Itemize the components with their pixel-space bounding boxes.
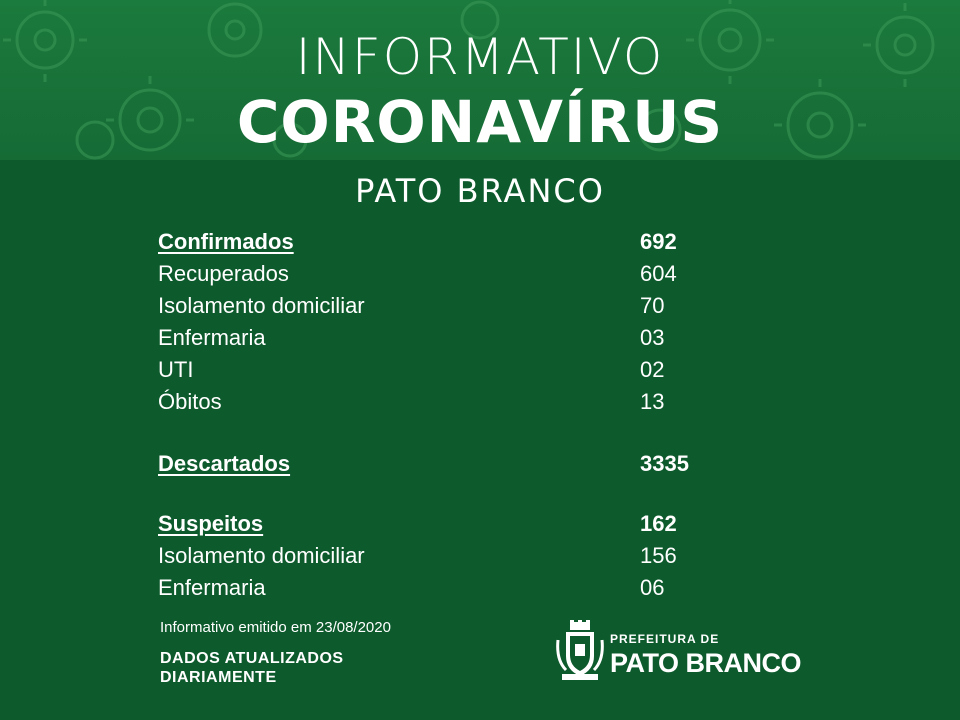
stat-label: Isolamento domiciliar [158,293,365,318]
title-coronavirus: CORONAVÍRUS [236,88,724,156]
prefeitura-logo [556,620,806,686]
stat-row-suspeitos [158,508,718,540]
stat-label: Recuperados [158,261,289,286]
stat-value: 06 [640,575,665,600]
stat-row-susp-isolamento [158,540,718,572]
stat-value: 162 [640,511,677,536]
stat-value: 70 [640,293,665,318]
stat-label: Suspeitos [158,511,264,536]
stat-value: 13 [640,389,665,414]
coat-of-arms-icon [556,620,604,682]
stat-row-susp-enfermaria [158,572,718,604]
stat-label: Enfermaria [158,575,266,600]
stat-value: 156 [640,543,677,568]
daily-line-2: DIARIAMENTE [160,669,277,686]
issued-date-text: Informativo emitido em 23/08/2020 [160,619,391,636]
stat-row-obitos [158,386,718,418]
stat-label: Isolamento domiciliar [158,543,365,568]
daily-line-1: DADOS ATUALIZADOS [160,650,344,667]
stat-row-isolamento [158,290,718,322]
logo-prefix: PREFEITURA DE [610,632,720,646]
stat-label: Descartados [158,451,291,476]
stat-value: 3335 [640,451,689,476]
stat-label: UTI [158,357,194,382]
stat-value: 604 [640,261,677,286]
stat-row-enfermaria [158,322,718,354]
stat-row-descartados [158,448,718,480]
subtitle-city: PATO BRANCO [355,172,605,210]
stat-row-uti [158,354,718,386]
stat-label: Confirmados [158,229,294,254]
title-informativo: INFORMATIVO [295,28,665,86]
logo-city: PATO BRANCO [610,648,802,678]
stat-value: 692 [640,229,677,254]
daily-update-note [160,649,344,687]
stat-value: 03 [640,325,665,350]
stat-row-confirmados [158,226,718,258]
stat-label: Enfermaria [158,325,266,350]
stat-value: 02 [640,357,665,382]
stat-row-recuperados [158,258,718,290]
header-banner [0,0,960,160]
stat-label: Óbitos [158,389,222,414]
